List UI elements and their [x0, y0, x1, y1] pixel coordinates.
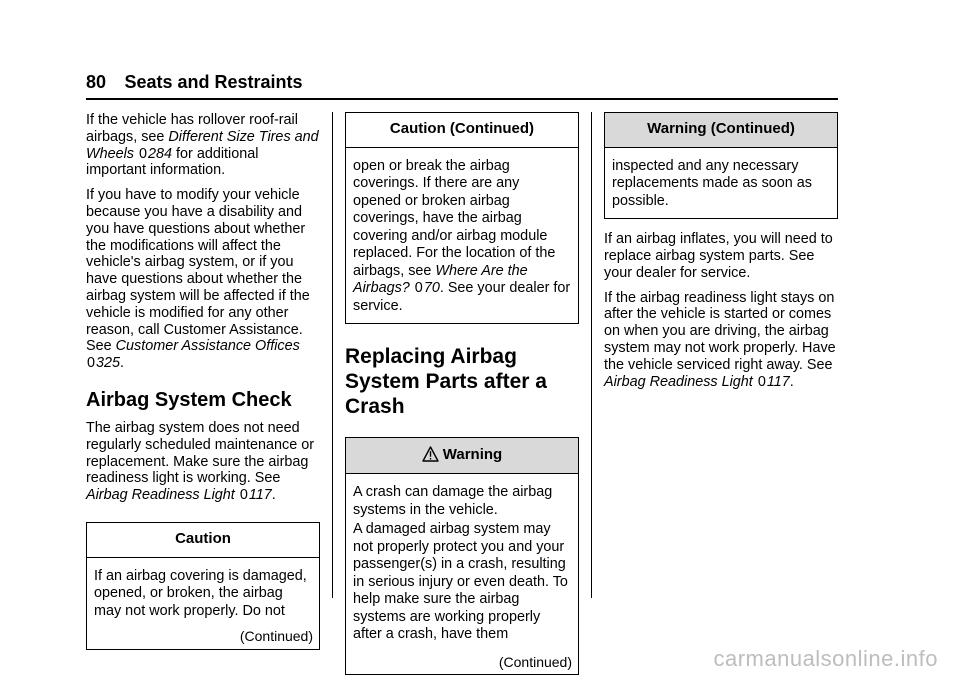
- column-divider: [332, 112, 333, 598]
- paragraph: A damaged airbag system may not properly protect you and your passenger(s) in a crash, resulting in serious injury or even death. To help make sure the airbag systems are working properly after a crash, have them: [353, 521, 568, 643]
- column-2: [345, 112, 579, 687]
- warning-title: Warning (Continued): [605, 113, 837, 148]
- section-title: Seats and Restraints: [124, 72, 303, 92]
- cross-reference-link[interactable]: Customer Assistance Offices: [115, 338, 300, 355]
- text: open or break the airbag coverings. If there are any opened or broken airbag coverings, have the airbag covering and/or airbag module replaced. For the location of the airbags, see: [353, 157, 556, 279]
- continued-label: (Continued): [239, 628, 313, 645]
- text: . See your dealer for service.: [353, 280, 571, 314]
- text: .: [789, 373, 794, 390]
- paragraph: [86, 187, 320, 372]
- caution-box: [86, 522, 320, 650]
- cross-reference-link[interactable]: Airbag Readiness Light: [604, 373, 753, 390]
- paragraph: [86, 112, 320, 179]
- continued-label: (Continued): [498, 653, 572, 670]
- page-header: [86, 72, 838, 100]
- warning-box: [345, 437, 579, 675]
- cross-reference-link[interactable]: Where Are the Airbags?: [353, 262, 528, 297]
- text: .: [271, 487, 276, 504]
- paragraph: [604, 290, 838, 391]
- warning-body: [346, 474, 578, 654]
- warning-header: [346, 438, 578, 474]
- section-heading: Airbag System Check: [86, 388, 292, 411]
- page-ref-number[interactable]: 325: [96, 355, 121, 372]
- cross-reference-link[interactable]: Airbag Readiness Light: [86, 487, 235, 504]
- page-ref-number[interactable]: 117: [248, 487, 272, 504]
- header-divider: [86, 98, 838, 100]
- paragraph: If an airbag inflates, you will need to replace airbag system parts. See your dealer for service.: [604, 231, 833, 281]
- text: The airbag system does not need regularly scheduled maintenance or replacement. Make sure the airbag readiness light is working. See: [86, 419, 314, 487]
- caution-title: Caution (Continued): [346, 113, 578, 148]
- text: If you have to modify your vehicle because you have a disability and you have questions about whether the modifications will affect the vehicle's airbag system, or if you have questions about whether the airbag system will be affected if the vehicle is modified for any other reason, call Customer Assistance. See: [86, 187, 310, 355]
- text: .: [120, 355, 125, 372]
- warning-continued-box: [604, 112, 838, 219]
- page-ref-icon: 0: [239, 487, 248, 504]
- text: If the airbag readiness light stays on after the vehicle is started or comes on when you are driving, the airbag system may not work properly. Have the vehicle serviced right away. See: [604, 289, 836, 373]
- section-heading: Replacing Airbag System Parts after a Crash: [345, 345, 547, 419]
- caution-body: [346, 148, 578, 324]
- caution-title: Caution: [87, 523, 319, 558]
- paragraph: [86, 420, 320, 504]
- page-number: 80: [86, 72, 107, 92]
- warning-body: inspected and any necessary replacements made as soon as possible.: [612, 157, 812, 209]
- text: If the vehicle has rollover roof-rail airbags, see: [86, 112, 298, 145]
- caution-continued-box: [345, 112, 579, 324]
- column-divider: [591, 112, 592, 598]
- page-ref-icon: 0: [139, 145, 148, 162]
- watermark: carmanualsonline.info: [713, 646, 938, 671]
- caution-body: If an airbag covering is damaged, opened, or broken, the airbag may not work properly. Do not: [94, 567, 307, 619]
- cross-reference-link[interactable]: Different Size Tires and Wheels: [86, 128, 319, 162]
- paragraph: A crash can damage the airbag systems in the vehicle.: [353, 484, 553, 518]
- page-ref-icon: 0: [87, 355, 96, 372]
- warning-triangle-icon: [422, 446, 439, 462]
- page-ref-icon: 0: [414, 280, 423, 297]
- page-ref-number[interactable]: 117: [766, 373, 790, 390]
- text: for additional important information.: [86, 145, 259, 179]
- page-ref-number[interactable]: 70: [423, 280, 440, 297]
- column-3: [604, 112, 838, 398]
- warning-title: Warning: [442, 446, 503, 464]
- page-ref-number[interactable]: 284: [148, 145, 173, 162]
- column-1: [86, 112, 320, 662]
- page-ref-icon: 0: [757, 373, 766, 390]
